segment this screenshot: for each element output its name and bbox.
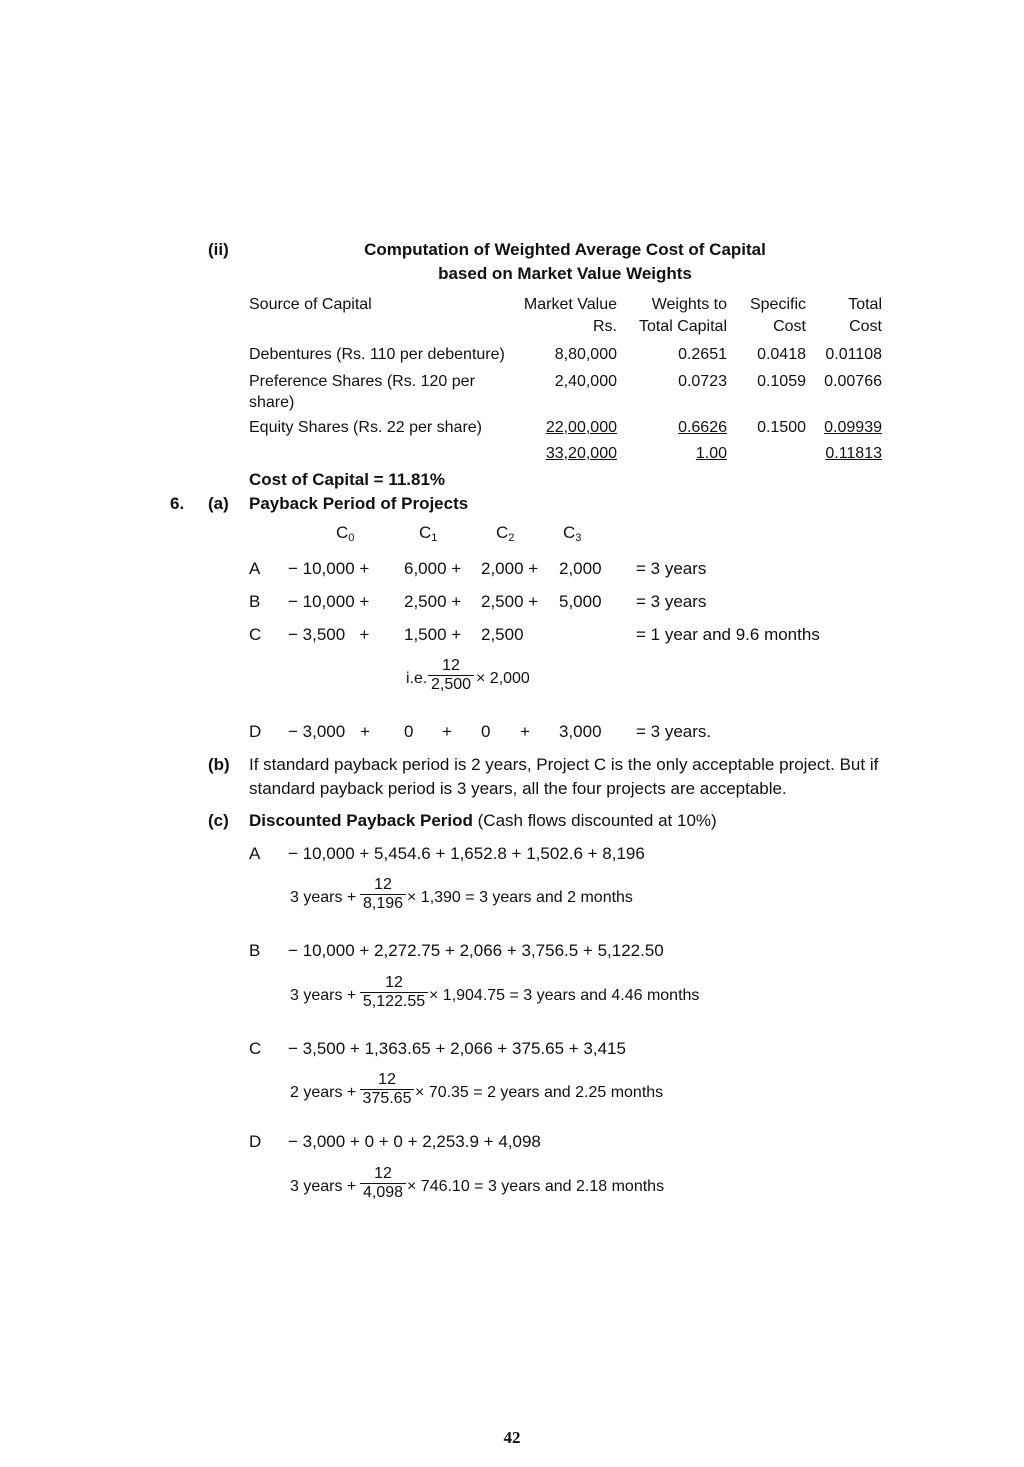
cash-flow-c1: 2,500 +	[404, 592, 462, 611]
cash-flow-c0: − 3,500 +	[288, 625, 370, 644]
ie-suffix: × 2,000	[476, 670, 530, 687]
formula-prefix: 3 years +	[290, 889, 357, 906]
plus-sign: +	[442, 722, 452, 741]
header-weights-2: Total Capital	[638, 318, 727, 335]
table-title-line2: based on Market Value Weights	[438, 264, 692, 283]
part-a-title: Payback Period of Projects	[249, 494, 469, 513]
fraction-denominator: 2,500	[428, 675, 474, 694]
header-c0: $C_0$	[336, 523, 355, 544]
ie-fraction	[428, 657, 474, 694]
section-label: (ii)	[208, 240, 229, 259]
fraction-numerator: 12	[385, 974, 403, 991]
part-c-title: Discounted Payback Period (Cash flows discounted at 10%)	[249, 811, 717, 830]
row-market-value: 22,00,000	[545, 419, 617, 436]
project-label: C	[249, 625, 262, 644]
row-weight: 0.6626	[678, 419, 727, 436]
part-b-label: (b)	[208, 755, 230, 774]
fraction-denominator: 4,098	[360, 1183, 406, 1202]
header-source: Source of Capital	[249, 296, 372, 313]
fraction-numerator: 12	[378, 1071, 396, 1088]
cash-flow-c3: 2,000	[559, 559, 602, 578]
header-c1: $C_1$	[419, 523, 438, 544]
row-source: Preference Shares (Rs. 120 per	[249, 373, 475, 390]
formula-suffix: × 746.10 = 3 years and 2.18 months	[407, 1178, 665, 1195]
row-total-cost: 0.00766	[824, 373, 882, 390]
cash-flow-c0: − 3,000	[288, 722, 346, 741]
discounted-flows: − 3,500 + 1,363.65 + 2,066 + 375.65 + 3,415	[288, 1039, 626, 1058]
ie-prefix: i.e.	[406, 670, 428, 687]
formula-suffix: × 1,390 = 3 years and 2 months	[407, 889, 633, 906]
total-market-value: 33,20,000	[545, 445, 617, 462]
payback-result: = 1 year and 9.6 months	[636, 625, 820, 644]
total-weight: 1.00	[695, 445, 727, 462]
formula-fraction	[360, 1165, 406, 1202]
cash-flow-c2: 2,000 +	[481, 559, 539, 578]
cash-flow-c1: 1,500 +	[404, 625, 462, 644]
payback-result: = 3 years	[636, 592, 707, 611]
fraction-denominator: 8,196	[360, 894, 406, 913]
formula-fraction	[360, 974, 428, 1011]
table-title-line1: Computation of Weighted Average Cost of Capital	[364, 240, 766, 259]
header-market-value: Market Value	[523, 296, 617, 313]
fraction-denominator: 375.65	[360, 1089, 414, 1108]
fraction-numerator: 12	[374, 1165, 392, 1182]
header-specific: Specific	[749, 296, 806, 313]
project-label: D	[249, 722, 262, 741]
discounted-flows: − 10,000 + 5,454.6 + 1,652.8 + 1,502.6 + 8,196	[288, 844, 645, 863]
row-specific-cost: 0.1500	[757, 419, 806, 436]
formula-prefix: 3 years +	[290, 987, 357, 1004]
page-number: 42	[503, 1428, 521, 1447]
cash-flow-c3: 5,000	[559, 592, 602, 611]
row-total-cost: 0.09939	[824, 419, 882, 436]
header-c3: $C_3$	[563, 523, 582, 544]
payback-result: = 3 years	[636, 559, 707, 578]
fraction-denominator: 5,122.55	[360, 992, 428, 1011]
row-total-cost: 0.01108	[825, 346, 882, 363]
header-total-2: Cost	[849, 318, 882, 335]
cash-flow-c2: 0	[481, 722, 491, 741]
project-label: B	[249, 941, 261, 960]
header-specific-2: Cost	[773, 318, 806, 335]
fraction-numerator: 12	[374, 876, 392, 893]
formula-prefix: 3 years +	[290, 1178, 357, 1195]
header-c2: $C_2$	[496, 523, 515, 544]
cash-flow-c2: 2,500 +	[481, 592, 539, 611]
row-weight: 0.0723	[678, 373, 727, 390]
formula-suffix: × 1,904.75 = 3 years and 4.46 months	[429, 987, 700, 1004]
cash-flow-c2: 2,500	[481, 625, 524, 644]
part-b-text-line1: If standard payback period is 2 years, Project C is the only acceptable project. But if	[249, 755, 879, 774]
formula-fraction	[360, 876, 406, 913]
row-source-cont: share)	[249, 394, 295, 411]
cash-flow-c0: − 10,000 +	[288, 592, 370, 611]
header-market-value-unit: Rs.	[593, 318, 617, 335]
payback-result: = 3 years.	[636, 722, 712, 741]
formula-prefix: 2 years +	[290, 1084, 357, 1101]
cash-flow-c1: 6,000 +	[404, 559, 462, 578]
plus-sign: +	[360, 722, 370, 741]
header-weights: Weights to	[651, 296, 727, 313]
project-label: A	[249, 559, 261, 578]
discounted-flows: − 3,000 + 0 + 0 + 2,253.9 + 4,098	[288, 1132, 541, 1151]
discounted-flows: − 10,000 + 2,272.75 + 2,066 + 3,756.5 + 5,122.50	[288, 941, 664, 960]
row-market-value: 8,80,000	[554, 346, 617, 363]
cash-flow-c1: 0	[404, 722, 414, 741]
project-label: D	[249, 1132, 262, 1151]
plus-sign: +	[520, 722, 530, 741]
header-total: Total	[848, 296, 882, 313]
row-market-value: 2,40,000	[554, 373, 617, 390]
project-label: A	[249, 844, 261, 863]
row-weight: 0.2651	[678, 346, 727, 363]
project-label: C	[249, 1039, 262, 1058]
formula-fraction	[360, 1071, 414, 1108]
formula-suffix: × 70.35 = 2 years and 2.25 months	[415, 1084, 664, 1101]
row-source: Equity Shares (Rs. 22 per share)	[249, 419, 482, 436]
cash-flow-c3: 3,000	[559, 722, 602, 741]
question-number: 6.	[170, 494, 185, 513]
part-b-text-line2: standard payback period is 3 years, all the four projects are acceptable.	[249, 779, 787, 798]
part-c-label: (c)	[208, 811, 229, 830]
row-specific-cost: 0.0418	[757, 346, 806, 363]
project-label: B	[249, 592, 261, 611]
row-source: Debentures (Rs. 110 per debenture)	[249, 346, 505, 363]
cash-flow-c0: − 10,000 +	[288, 559, 370, 578]
part-a-label: (a)	[208, 494, 229, 513]
cost-of-capital-result: Cost of Capital = 11.81%	[249, 470, 446, 489]
row-specific-cost: 0.1059	[757, 373, 806, 390]
total-cost: 0.11813	[825, 445, 882, 462]
fraction-numerator: 12	[442, 657, 460, 674]
